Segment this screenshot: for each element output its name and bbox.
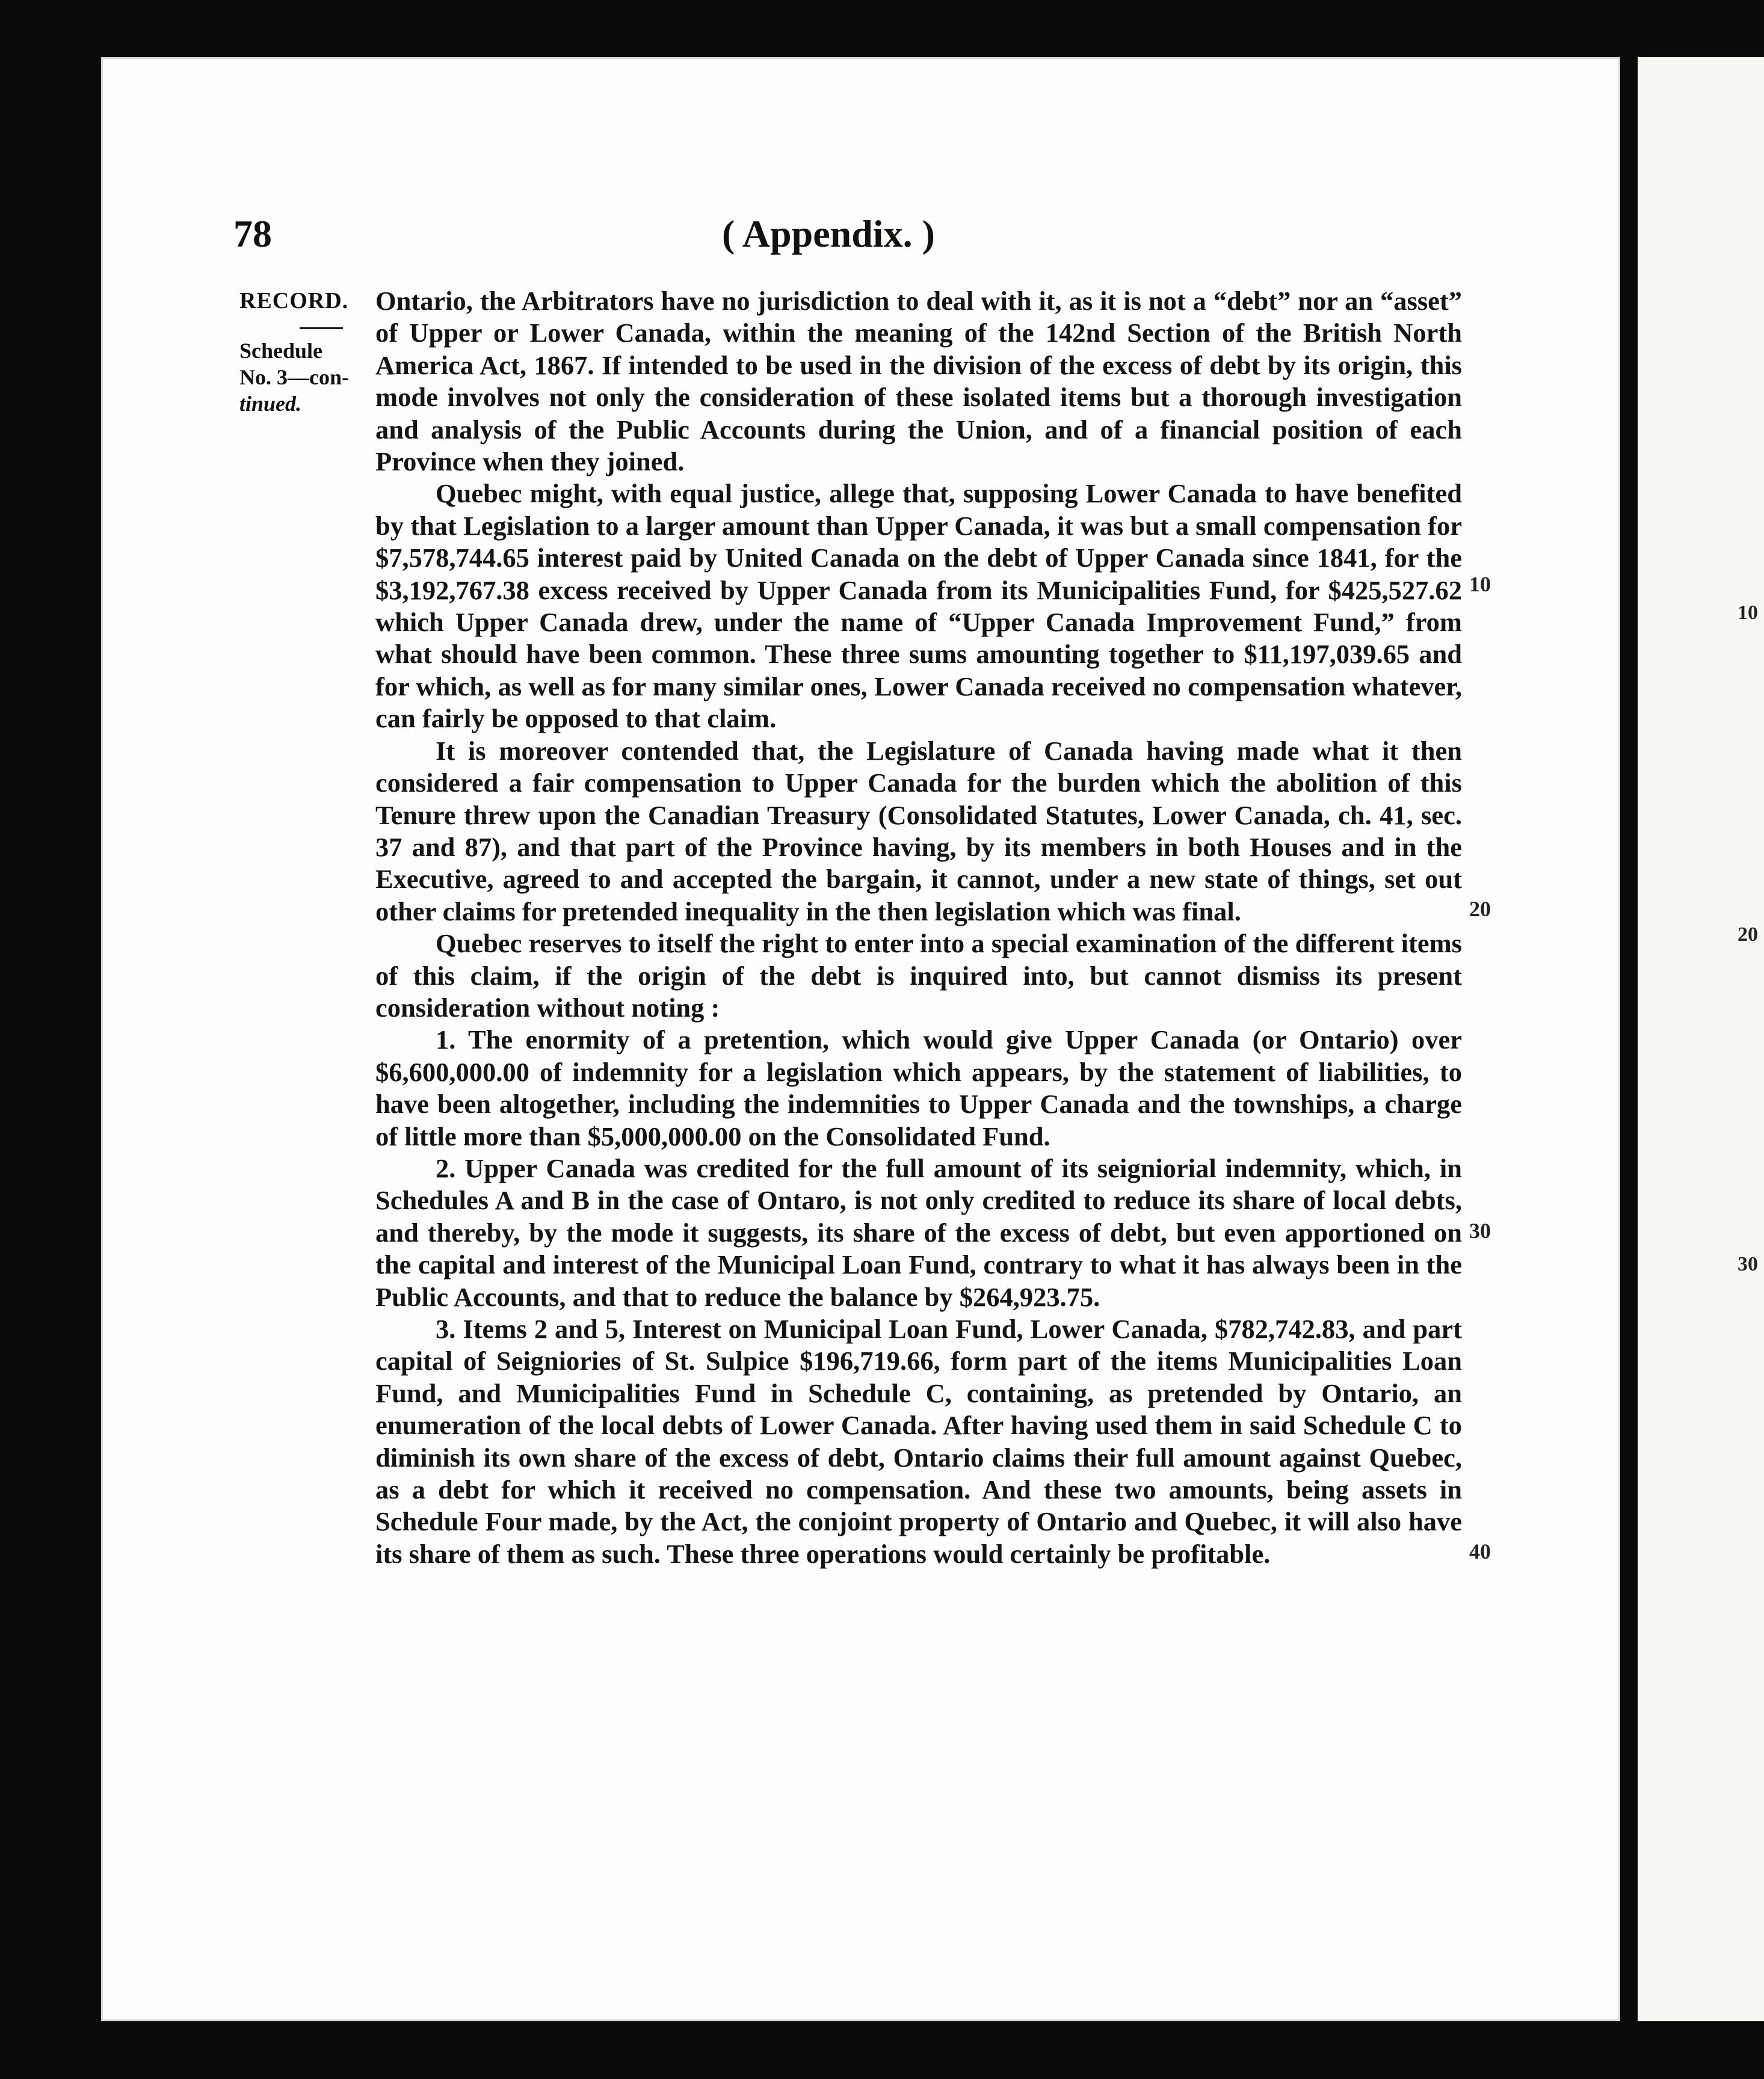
paragraph-3: It is moreover contended that, the Legislature of Canada having made what it then considered a fair compensation to Upper Canada for the burden which the abolition of this Tenure threw upon the Canadian Treasury (Consolidated Statutes, Lower Canada, ch. 41, sec. 37 and 87), and that part of the Province having, by its members in both Houses and in the Executive, agreed to and accepted the bargain, it cannot, under a new state of things, set out other claims for pretended inequality in the then legislation which was final. [375,735,1462,926]
paragraph-1: Ontario, the Arbitrators have no jurisdiction to deal with it, as it is not a “debt” nor an “asset” of Upper or Lower Canada, within the meaning of the 142nd Section of the British North America Act, 1867. If intended to be used in the division of the excess of debt by its origin, this mode involves not only the consideration of these isolated items but a thorough investigation and analysis of the Public Accounts during the Union, and of a financial position of each Province when they joined. [375,286,1462,477]
line-number-10: 10 [1469,572,1491,596]
list-item-3: 3. Items 2 and 5, Interest on Municipal Loan Fund, Lower Canada, $782,742.83, and part capital of Seigniories of St. Sulpice $196,719.66, form part of the items Municipalities Loan Fund, and Municipalities Fund in Schedule C, containing, as pretended by Ontario, an enumeration of the local debts of Lower Canada. After having used them in said Schedule C to diminish its own share of the excess of debt, Ontario claims their full amount against Quebec, as a debt for which it received no compensation. And these two amounts, being assets in Schedule Four made, by the Act, the conjoint property of Ontario and Quebec, it will also have its share of them as such. These three operations would certainly be profitable. [375,1314,1462,1569]
body-text [375,285,1462,1570]
margin-divider [300,327,343,329]
line-number-40: 40 [1469,1539,1491,1563]
list-item-2: 2. Upper Canada was credited for the full amount of its seigniorial indemnity, which, in Schedules A and B in the case of Ontaro, is not only credited to reduce its share of local debts, and thereby, by the mode it suggests, its share of the excess of debt, but even apportioned on the capital and interest of the Municipal Loan Fund, contrary to what it has always been in the Public Accounts, and that to reduce the balance by $264,923.75. [375,1153,1462,1312]
page-number: 78 [233,212,272,255]
line-number-30: 30 [1469,1219,1491,1243]
page-title: ( Appendix. ) [722,212,935,255]
line-number-20: 20 [1469,897,1491,921]
adjacent-page-edge [1638,57,1764,2021]
edge-number-20: 20 [1738,923,1758,946]
schedule-line-2: No. 3—con- [239,365,349,389]
paragraph-4: Quebec reserves to itself the right to enter into a special examination of the different items of this claim, if the origin of the debt is inquired into, but cannot dismiss its present consideration without noting : [375,928,1462,1023]
schedule-line-1: Schedule [239,339,323,363]
edge-number-10: 10 [1738,602,1758,624]
list-item-1: 1. The enormity of a pretention, which would give Upper Canada (or Ontario) over $6,600,000.00 of indemnity for a legislation which appears, by the statement of liabilities, to have been altogether, including the indemnities to Upper Canada and the townships, a charge of little more than $5,000,000.00 on the Consolidated Fund. [375,1024,1462,1151]
record-label: RECORD. [239,288,349,313]
margin-note [239,288,360,417]
schedule-line-3: tinued. [239,392,302,416]
edge-number-30: 30 [1738,1253,1758,1275]
paragraph-2: Quebec might, with equal justice, allege that, supposing Lower Canada to have benefited by that Legislation to a larger amount than Upper Canada, it was but a small compensation for $7,578,744.65 interest paid by United Canada on the debt of Upper Canada since 1841, for the $3,192,767.38 excess received by Upper Canada from its Municipalities Fund, for $425,527.62 which Upper Canada drew, under the name of “Upper Canada Improvement Fund,” from what should have been common. These three sums amounting together to $11,197,039.65 and for which, as well as for many similar ones, Lower Canada received no compensation whatever, can fairly be opposed to that claim. [375,478,1462,734]
